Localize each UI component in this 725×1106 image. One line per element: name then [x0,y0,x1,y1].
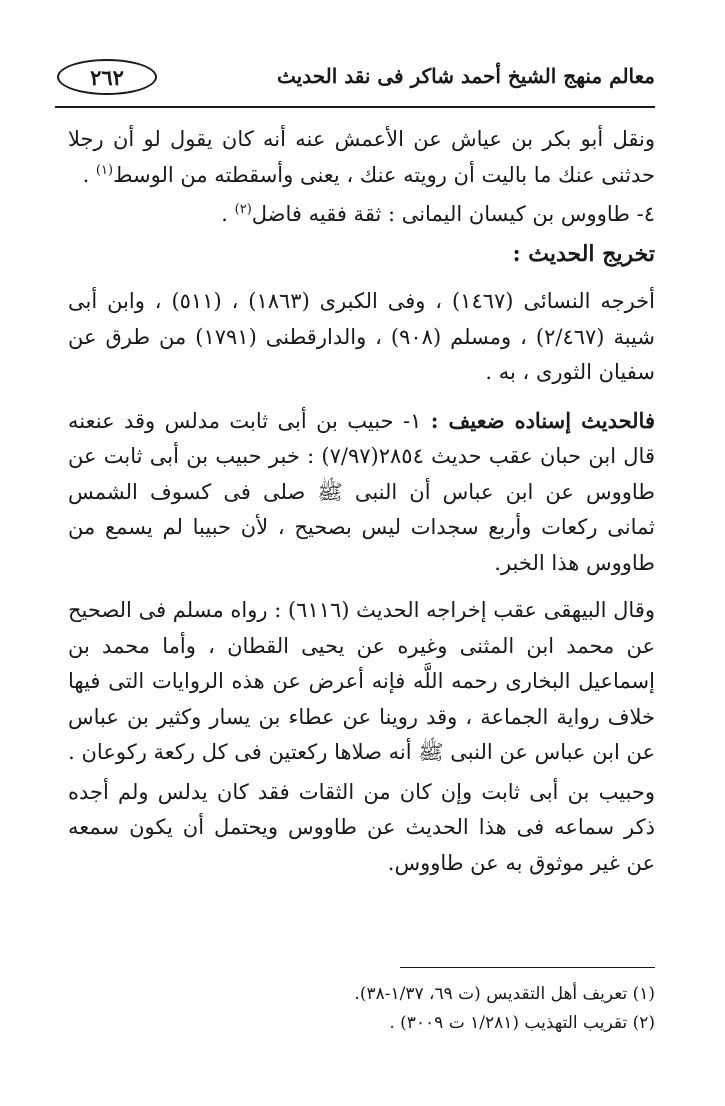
paragraph-bayhaqi: وقال البيهقى عقب إخراجه الحديث (٦١١٦) : رواه مسلم فى الصحيح عن محمد ابن المثنى وغيره عن يحيى القطان ، وأما محمد بن إسماعيل البخارى رحمه اللَّه فإنه أعرض عن هذه الروايات التى فيها خلاف رواية الجماعة ، وقد روينا عن عطاء بن يسار وكثير بن عباس عن ابن عباس عن النبى ﷺ أنه صلاها ركعتين فى كل ركعة ركوعان . [68,598,655,764]
footnote-ref-1: (١) [95,162,114,178]
footnote-2: (٢) تقريب التهذيب (١/٢٨١ ت ٣٠٠٩) . [389,1013,655,1033]
header-divider [55,106,655,108]
section-heading-takhrij: تخريج الحديث : [512,240,655,267]
narrator-end: . [221,202,235,226]
paragraph-text: ونقل أبو بكر بن عياش عن الأعمش عنه أنه كان يقول لو أن رجلا حدثنى عنك ما باليت أن رويته عنك ، يعنى وأسقطته من الوسط [68,127,655,187]
footnotes [150,980,655,1038]
footnote-divider [400,967,655,968]
narrator-text: ٤- طاووس بن كيسان اليمانى : ثقة فقيه فاضل [251,202,655,226]
paragraph-ibn-ayyash [68,122,655,193]
page-body [68,122,655,881]
paragraph-verdict [68,403,655,582]
page-header [55,52,655,110]
verdict-text: ١- حبيب بن أبى ثابت مدلس وقد عنعنه قال ابن حبان عقب حديث ٢٨٥٤(٧/٩٧) : خبر حبيب بن أبى ثابت عن طاووس عن ابن عباس أن النبى ﷺ صلى فى كسوف الشمس ثمانى ركعات وأربع سجدات ليس بصحيح ، لأن حبيبا لم يسمع من طاووس هذا الخبر. [68,408,655,575]
page-number: ٢٦٢ [57,59,157,95]
paragraph-end: . [82,162,96,187]
running-title: معالم منهج الشيخ أحمد شاكر فى نقد الحديث [277,64,655,88]
footnote-1: (١) تعريف أهل التقديس (ت ٦٩، ١/٣٧-٣٨). [354,984,655,1004]
verdict-lead: فالحديث إسناده ضعيف : [430,407,655,433]
paragraph-habib: وحبيب بن أبى ثابت وإن كان من الثقات فقد كان يدلس ولم أجده ذكر سماعه فى هذا الحديث عن طاووس ويحتمل أن يكون سمعه عن غير موثوق به عن طاووس. [68,779,655,875]
paragraph-takhrij: أخرجه النسائى (١٤٦٧) ، وفى الكبرى (١٨٦٣) ، (٥١١) ، وابن أبى شيبة (٢/٤٦٧) ، ومسلم (٩٠٨) ، والدارقطنى (١٧٩١) من طرق عن سفيان الثورى ، به . [68,289,655,384]
narrator-item-4 [68,197,655,233]
footnote-ref-2: (٢) [234,202,252,217]
